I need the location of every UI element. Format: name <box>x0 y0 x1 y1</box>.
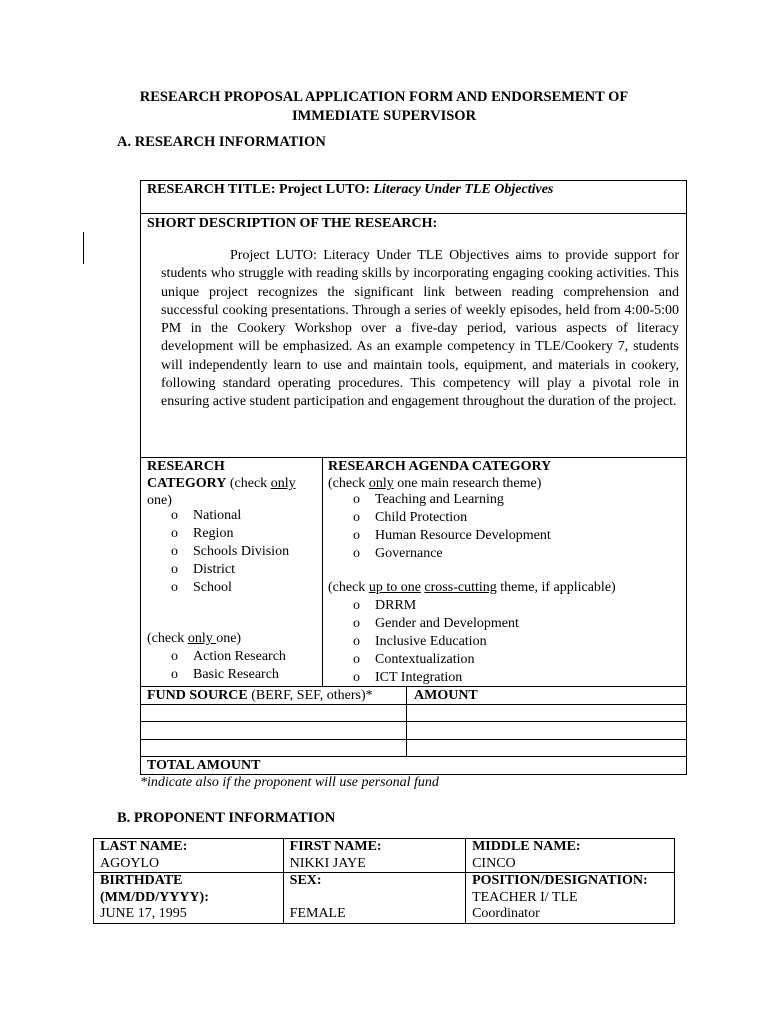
sex-label: SEX: <box>289 873 322 888</box>
check-instruction: (check <box>328 476 369 491</box>
last-name-value: AGOYLO <box>100 855 160 871</box>
check-instruction-end: theme, if applicable) <box>496 580 616 595</box>
text-cursor <box>83 232 84 264</box>
section-b-heading: B. PROPONENT INFORMATION <box>117 810 336 826</box>
last-name-cell[interactable] <box>94 839 284 873</box>
fund-source-input-3[interactable] <box>141 740 406 756</box>
first-name-label: FIRST NAME: <box>289 839 382 854</box>
check-instruction-only: only <box>187 631 217 646</box>
first-name-value: NIKKI JAYE <box>289 855 366 871</box>
research-title-row <box>147 181 553 198</box>
agenda-theme-governance[interactable]: o Governance <box>375 545 551 563</box>
table-divider <box>140 213 687 214</box>
position-value-line1: TEACHER I/ TLE <box>472 889 578 905</box>
research-category-label-1: RESEARCH <box>147 459 225 474</box>
category-option-national[interactable]: o National <box>193 507 289 525</box>
agenda-instruction <box>328 475 551 492</box>
check-instruction-only: only <box>368 476 394 491</box>
cross-theme-contextualization[interactable]: o Contextualization <box>375 651 519 669</box>
short-description-body <box>161 247 679 412</box>
table-divider <box>322 457 323 687</box>
fund-source-label: FUND SOURCE <box>147 688 248 703</box>
check-instruction-end: one main research theme) <box>393 476 542 491</box>
cross-cutting-list <box>375 597 519 687</box>
research-category-cell <box>147 458 319 509</box>
check-instruction: (check <box>147 631 188 646</box>
birthdate-format: (MM/DD/YYYY): <box>100 889 209 905</box>
cross-theme-inclusive[interactable]: o Inclusive Education <box>375 633 519 651</box>
category-option-district[interactable]: o District <box>193 561 289 579</box>
birthdate-cell[interactable] <box>94 873 284 924</box>
agenda-theme-teaching[interactable]: o Teaching and Learning <box>375 491 551 509</box>
cross-cutting-instruction <box>328 579 616 597</box>
section-a-heading: A. RESEARCH INFORMATION <box>117 134 326 150</box>
research-category-label-2: CATEGORY <box>147 476 227 491</box>
check-instruction: (check <box>226 476 271 491</box>
research-title-value: Project LUTO: <box>279 182 370 197</box>
agenda-themes-list <box>375 491 551 563</box>
check-instruction-only: only <box>270 476 296 491</box>
research-agenda-cell <box>328 458 551 492</box>
short-description-text: Project LUTO: Literacy Under TLE Objectives aims to provide support for students who struggle with reading skills by incorporating engaging cooking activities. This unique project recognizes the significant link between reading comprehension and successful cooking presentations. Through a series of weekly episodes, held from 4:00-5:00 PM in the Cookery Workshop over a five-day period, various aspects of literacy development will be emphasized. As an example competency in TLE/Cookery 7, students will independently learn to use and maintain tools, equipment, and materials in cookery, following standard operating procedures. This competency will play a pivotal role in ensuring active student participation and engagement throughout the duration of the project. <box>161 248 679 410</box>
research-type-instruction <box>147 630 241 648</box>
fund-source-note: (BERF, SEF, others)* <box>247 688 373 703</box>
amount-input-1[interactable] <box>407 705 686 721</box>
document-title-line2: IMMEDIATE SUPERVISOR <box>291 108 477 124</box>
short-description-label: SHORT DESCRIPTION OF THE RESEARCH: <box>147 216 438 231</box>
check-instruction-end: one) <box>147 493 172 508</box>
fund-source-header <box>147 687 373 704</box>
total-amount-label: TOTAL AMOUNT <box>147 758 261 773</box>
agenda-theme-child-protection[interactable]: o Child Protection <box>375 509 551 527</box>
middle-name-label: MIDDLE NAME: <box>472 839 581 854</box>
cross-theme-gender[interactable]: o Gender and Development <box>375 615 519 633</box>
middle-name-value: CINCO <box>472 855 516 871</box>
fund-footnote: *indicate also if the proponent will use personal fund <box>140 775 439 790</box>
research-type-basic[interactable]: o Basic Research <box>193 666 286 684</box>
last-name-label: LAST NAME: <box>100 839 188 854</box>
first-name-cell[interactable] <box>283 839 465 873</box>
sex-cell[interactable] <box>283 873 465 924</box>
category-options-list <box>193 507 289 597</box>
check-instruction-cross: cross-cutting <box>424 580 497 595</box>
fund-source-input-1[interactable] <box>141 705 406 721</box>
research-title-label: RESEARCH TITLE: <box>147 182 276 197</box>
birthdate-label: BIRTHDATE <box>100 873 183 888</box>
sex-value: FEMALE <box>289 906 346 921</box>
research-title-italic: Literacy Under TLE Objectives <box>373 182 554 197</box>
amount-header: AMOUNT <box>414 688 478 703</box>
proponent-info-table <box>93 838 675 924</box>
category-option-region[interactable]: o Region <box>193 525 289 543</box>
fund-source-input-2[interactable] <box>141 722 406 738</box>
position-label: POSITION/DESIGNATION: <box>472 873 648 888</box>
middle-name-cell[interactable] <box>466 839 675 873</box>
cross-theme-drrm[interactable]: o DRRM <box>375 597 519 615</box>
document-title-line1: RESEARCH PROPOSAL APPLICATION FORM AND ENDORSEMENT OF <box>139 89 629 105</box>
research-agenda-label: RESEARCH AGENDA CATEGORY <box>328 459 552 474</box>
category-option-school[interactable]: o School <box>193 579 289 597</box>
position-cell[interactable] <box>466 873 675 924</box>
research-category-label-2-line <box>147 475 319 492</box>
check-instruction-end: one) <box>216 631 242 646</box>
research-type-list <box>193 648 286 684</box>
agenda-theme-hrd[interactable]: o Human Resource Development <box>375 527 551 545</box>
birthdate-value: JUNE 17, 1995 <box>100 906 187 921</box>
cross-theme-ict[interactable]: o ICT Integration <box>375 669 519 687</box>
check-instruction-upto: up to one <box>368 580 421 595</box>
position-value-line2: Coordinator <box>472 906 540 921</box>
category-option-schools-division[interactable]: o Schools Division <box>193 543 289 561</box>
amount-input-3[interactable] <box>407 740 686 756</box>
check-instruction: (check <box>328 580 369 595</box>
research-type-action[interactable]: o Action Research <box>193 648 286 666</box>
amount-input-2[interactable] <box>407 722 686 738</box>
